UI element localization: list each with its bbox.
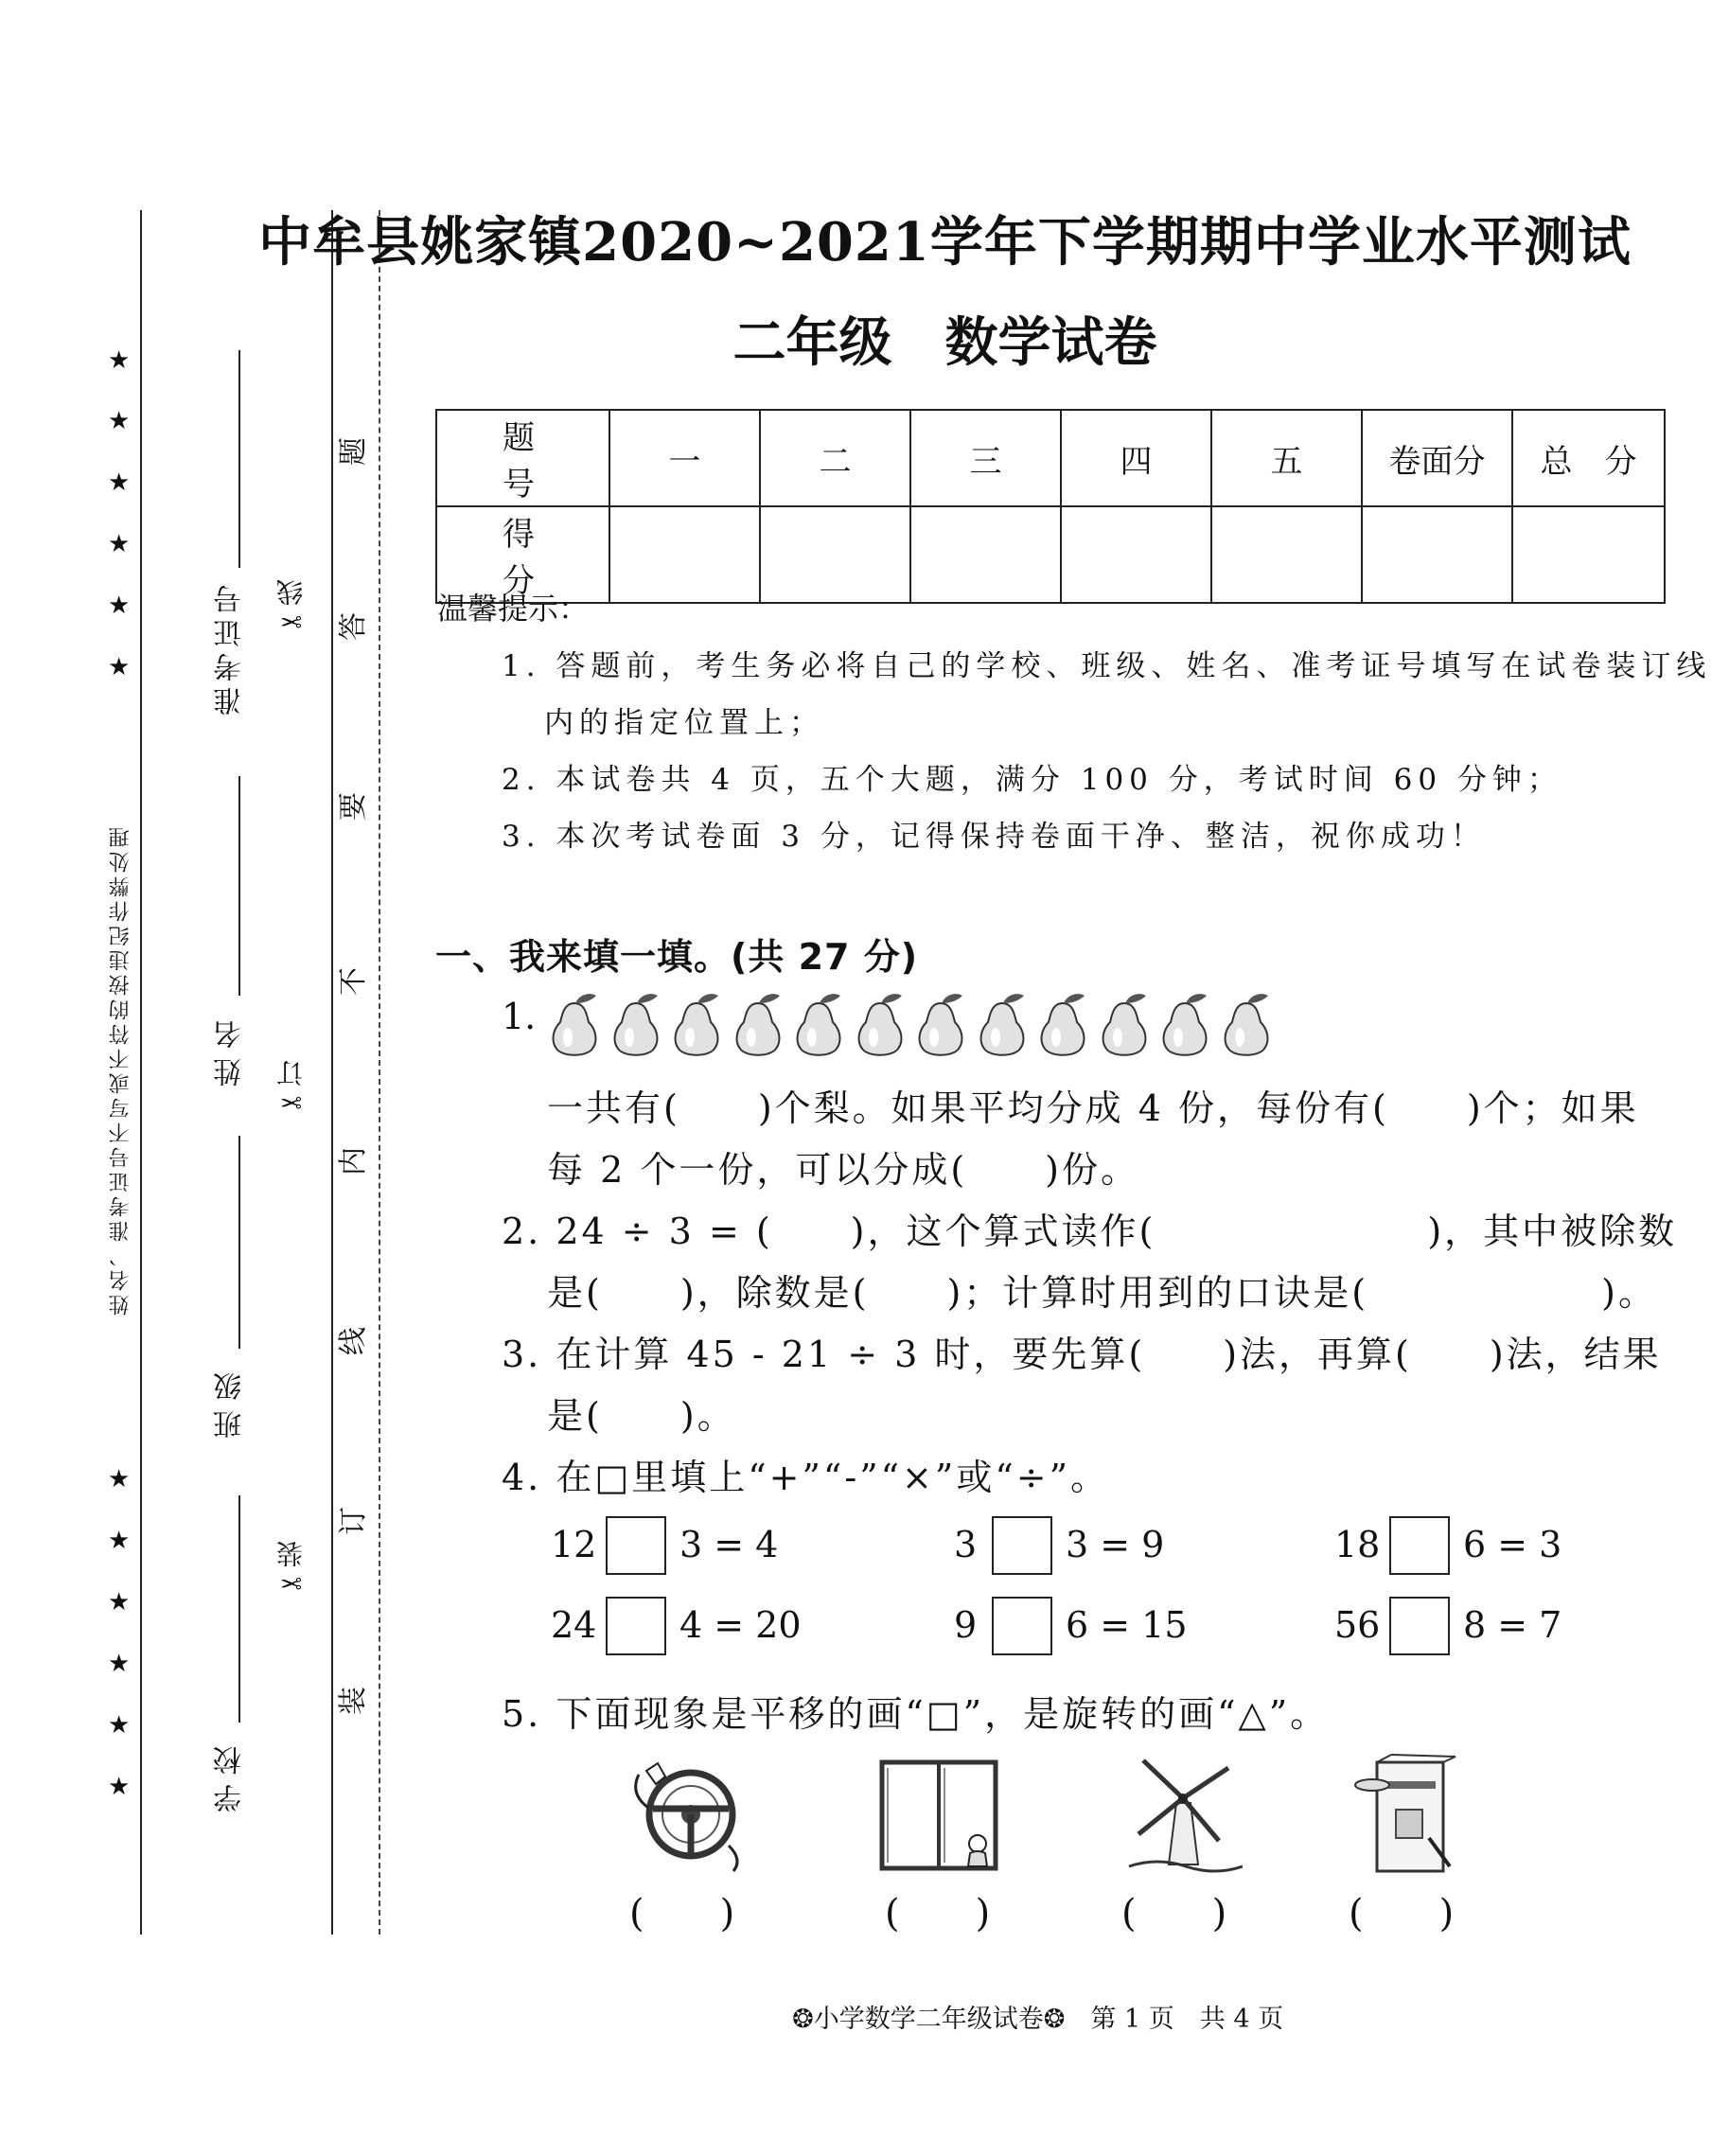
steering-wheel-icon bbox=[620, 1756, 752, 1874]
binding-notice: 姓名、准考证号不写或不符的按违纪作弊处理 bbox=[109, 823, 132, 1316]
warning-char: 题 bbox=[337, 437, 370, 466]
exam-subtitle: 二年级 数学试卷 bbox=[732, 311, 1157, 374]
cd-drive-icon bbox=[1353, 1753, 1457, 1876]
warning-char: 答 bbox=[337, 612, 370, 641]
star-icon: ★ bbox=[108, 653, 131, 681]
answer-blank[interactable]: ( ) bbox=[885, 1892, 991, 1935]
q2-line: 2. 24 ÷ 3 = ( )，这个算式读作( )，其中被除数 bbox=[502, 1211, 1678, 1252]
q4-left-number: 12 bbox=[551, 1524, 597, 1565]
q4-right-expr: 3 = 4 bbox=[679, 1524, 779, 1565]
cut-mark-ding: ✂订 bbox=[275, 1060, 307, 1118]
star-icon: ★ bbox=[108, 1650, 131, 1678]
cut-icon: ✂ bbox=[275, 1567, 307, 1599]
q3-line: 3. 在计算 45 - 21 ÷ 3 时，要先算( )法，再算( )法，结果 bbox=[502, 1334, 1662, 1375]
star-icon: ★ bbox=[108, 592, 131, 620]
score-cell[interactable] bbox=[609, 506, 760, 603]
q4-right-expr: 6 = 3 bbox=[1463, 1524, 1562, 1565]
score-cell[interactable] bbox=[910, 506, 1061, 603]
warning-char: 装 bbox=[337, 1687, 370, 1715]
score-table-header-row bbox=[436, 410, 1665, 506]
q4-left-number: 24 bbox=[551, 1604, 597, 1646]
ornament-icon: ❂ bbox=[792, 2005, 814, 2034]
score-table bbox=[435, 409, 1666, 604]
field-school-label: 学校 bbox=[214, 1737, 247, 1812]
pear-icon bbox=[1219, 990, 1274, 1060]
section-1-title: 一、我来填一填。(共 27 分) bbox=[435, 936, 919, 978]
q5-title: 5. 下面现象是平移的画“□”，是旋转的画“△”。 bbox=[502, 1693, 1330, 1735]
pear-icon bbox=[975, 990, 1030, 1060]
operator-box[interactable] bbox=[992, 1516, 1052, 1575]
pear-icon bbox=[547, 990, 602, 1060]
sliding-window-icon bbox=[878, 1758, 1001, 1872]
field-class-line[interactable] bbox=[238, 1136, 240, 1349]
footer-title: 小学数学二年级试卷 bbox=[813, 2005, 1044, 2034]
tip-item: 2. 本试卷共 4 页，五个大题，满分 100 分，考试时间 60 分钟； bbox=[502, 763, 1562, 797]
tip-item: 内的指定位置上； bbox=[544, 706, 824, 740]
tips-title: 温馨提示： bbox=[437, 591, 590, 627]
star-icon: ★ bbox=[108, 1711, 131, 1740]
margin-line-right bbox=[331, 210, 333, 1935]
table-header-cell: 题 号 bbox=[436, 410, 609, 506]
pear-icon bbox=[791, 990, 846, 1060]
star-icon: ★ bbox=[108, 1465, 131, 1493]
cut-mark-line: ✂线 bbox=[275, 579, 307, 637]
operator-box[interactable] bbox=[1389, 1597, 1450, 1655]
operator-box[interactable] bbox=[606, 1516, 666, 1575]
q4-title: 4. 在□里填上“+”“-”“×”或“÷”。 bbox=[502, 1457, 1110, 1498]
windmill-icon bbox=[1124, 1751, 1243, 1874]
field-exam-id-label: 准考证号 bbox=[214, 579, 247, 716]
page-footer bbox=[776, 1969, 1283, 2035]
pear-icon bbox=[1157, 990, 1212, 1060]
pear-icon bbox=[1097, 990, 1152, 1060]
table-header-cell: 总 分 bbox=[1512, 410, 1665, 506]
table-header-cell: 一 bbox=[609, 410, 760, 506]
star-icon: ★ bbox=[108, 530, 131, 558]
star-icon: ★ bbox=[108, 346, 131, 375]
tip-item: 1. 答题前，考生务必将自己的学校、班级、姓名、准考证号填写在试卷装订线 bbox=[502, 649, 1712, 683]
operator-box[interactable] bbox=[1389, 1516, 1450, 1575]
star-icon: ★ bbox=[108, 407, 131, 435]
q4-left-number: 56 bbox=[1334, 1604, 1381, 1646]
table-header-cell: 五 bbox=[1211, 410, 1362, 506]
q4-left-number: 9 bbox=[954, 1604, 978, 1646]
table-header-cell: 四 bbox=[1061, 410, 1211, 506]
q2-line: 是( )，除数是( )；计算时用到的口诀是( )。 bbox=[547, 1272, 1657, 1314]
ornament-icon: ❂ bbox=[1043, 2005, 1066, 2034]
warning-char: 线 bbox=[337, 1327, 370, 1355]
q4-right-expr: 3 = 9 bbox=[1066, 1524, 1165, 1565]
cut-mark-zhuang: ✂装 bbox=[275, 1541, 307, 1599]
score-cell[interactable] bbox=[760, 506, 910, 603]
pear-icon bbox=[731, 990, 785, 1060]
star-icon: ★ bbox=[108, 1527, 131, 1555]
q3-line: 是( )。 bbox=[547, 1395, 736, 1437]
table-row-label: 得 分 bbox=[436, 506, 609, 603]
margin-line-left bbox=[140, 210, 142, 1935]
answer-blank[interactable]: ( ) bbox=[1349, 1892, 1455, 1935]
q4-right-expr: 4 = 20 bbox=[679, 1604, 802, 1646]
field-name-label: 姓名 bbox=[214, 1011, 247, 1087]
cut-line-dashed bbox=[379, 210, 380, 1935]
cut-icon: ✂ bbox=[275, 1087, 307, 1118]
warning-char: 要 bbox=[337, 792, 370, 821]
q1-line: 一共有( )个梨。如果平均分成 4 份，每份有( )个；如果 bbox=[547, 1087, 1639, 1129]
q4-right-expr: 8 = 7 bbox=[1463, 1604, 1562, 1646]
operator-box[interactable] bbox=[606, 1597, 666, 1655]
page-number: 第 1 页 共 4 页 bbox=[1090, 2005, 1284, 2034]
pear-icon bbox=[853, 990, 908, 1060]
answer-blank[interactable]: ( ) bbox=[629, 1892, 735, 1935]
field-exam-id-line[interactable] bbox=[238, 350, 240, 568]
q4-left-number: 18 bbox=[1334, 1524, 1381, 1565]
q1-number: 1. bbox=[502, 996, 537, 1037]
warning-char: 订 bbox=[337, 1507, 370, 1535]
operator-box[interactable] bbox=[992, 1597, 1052, 1655]
q1-line: 每 2 个一份，可以分成( )份。 bbox=[547, 1149, 1139, 1191]
pear-icon bbox=[609, 990, 663, 1060]
pear-icon bbox=[669, 990, 724, 1060]
score-cell[interactable] bbox=[1211, 506, 1362, 603]
field-school-line[interactable] bbox=[238, 1495, 240, 1723]
score-cell[interactable] bbox=[1362, 506, 1512, 603]
field-class-label: 班级 bbox=[214, 1363, 247, 1439]
cut-icon: ✂ bbox=[275, 606, 307, 637]
score-cell[interactable] bbox=[1512, 506, 1665, 603]
pear-icon bbox=[913, 990, 968, 1060]
score-cell[interactable] bbox=[1061, 506, 1211, 603]
warning-char: 内 bbox=[337, 1147, 370, 1175]
tip-item: 3. 本次考试卷面 3 分，记得保持卷面干净、整洁，祝你成功！ bbox=[502, 820, 1486, 854]
table-header-cell: 三 bbox=[910, 410, 1061, 506]
q4-left-number: 3 bbox=[954, 1524, 978, 1565]
q4-right-expr: 6 = 15 bbox=[1066, 1604, 1188, 1646]
answer-blank[interactable]: ( ) bbox=[1121, 1892, 1227, 1935]
star-icon: ★ bbox=[108, 1588, 131, 1617]
table-header-cell: 卷面分 bbox=[1362, 410, 1512, 506]
star-icon: ★ bbox=[108, 1773, 131, 1801]
star-icon: ★ bbox=[108, 468, 131, 497]
field-name-line[interactable] bbox=[238, 776, 240, 996]
table-header-cell: 二 bbox=[760, 410, 910, 506]
exam-title: 中牟县姚家镇2020~2021学年下学期期中学业水平测试 bbox=[258, 211, 1632, 274]
pear-icon bbox=[1035, 990, 1090, 1060]
warning-char: 不 bbox=[337, 967, 370, 996]
score-table-score-row bbox=[436, 506, 1665, 603]
